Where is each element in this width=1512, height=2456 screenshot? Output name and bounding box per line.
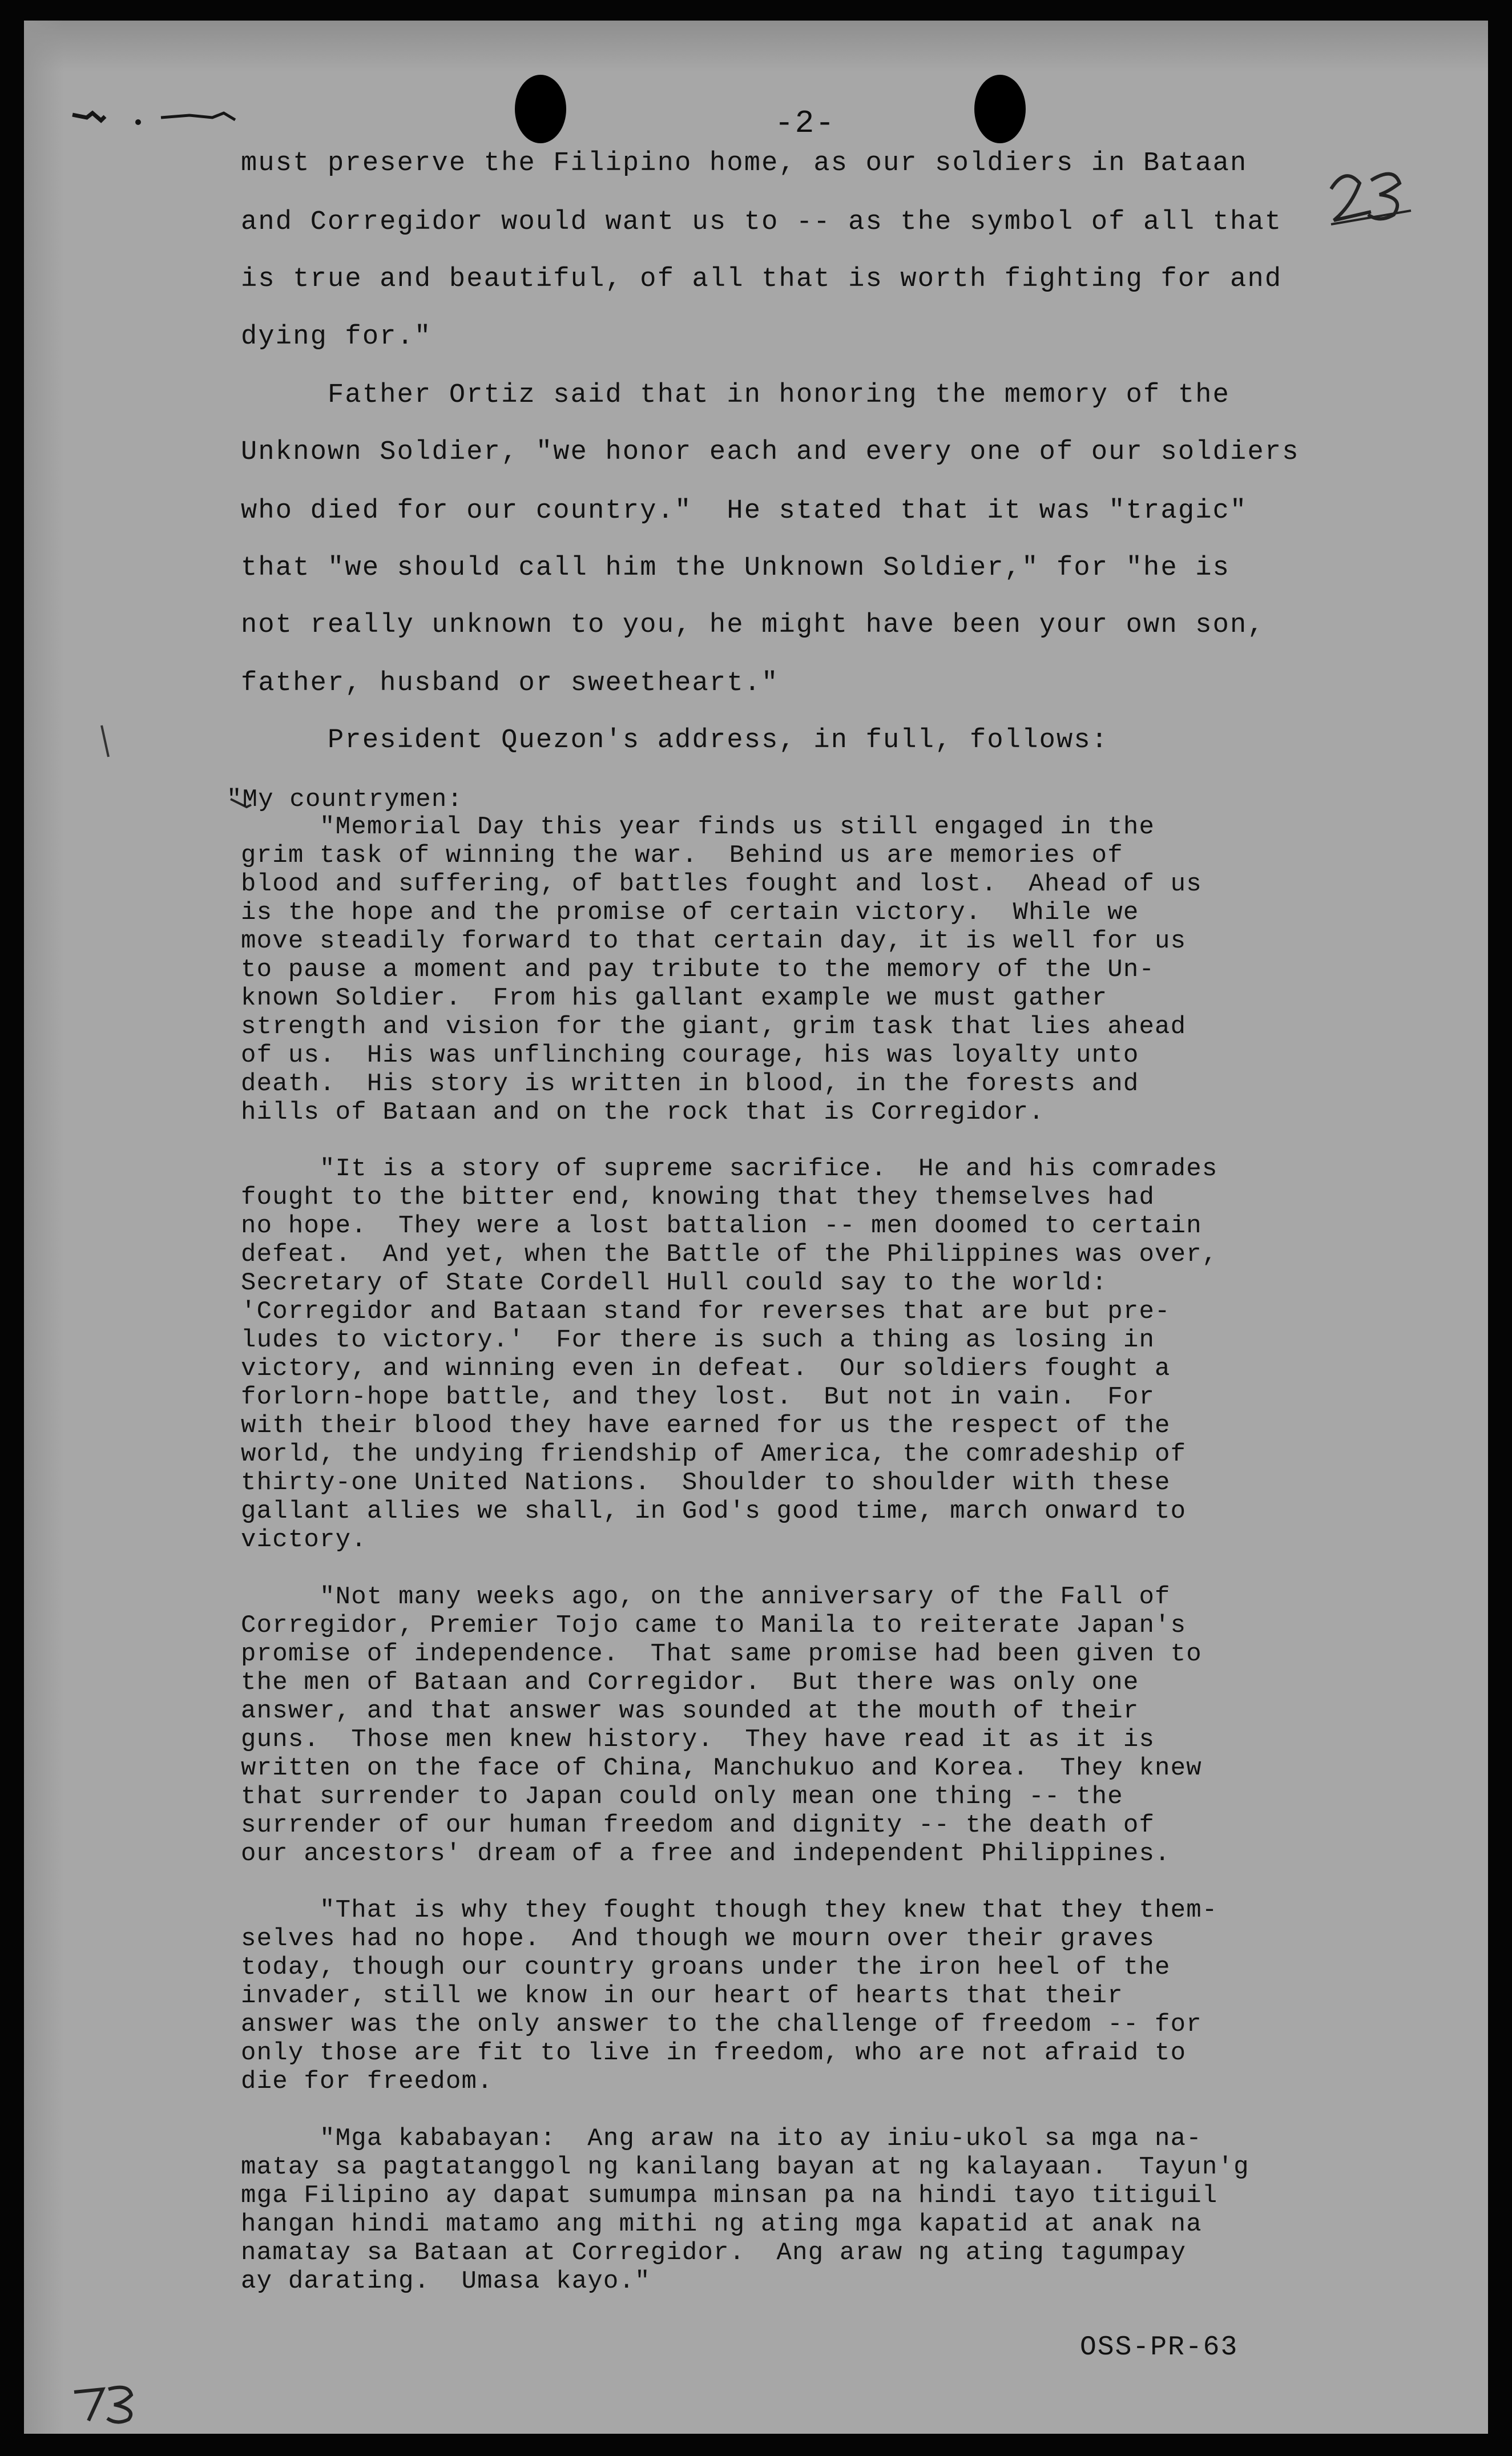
- intro-line: and Corregidor would want us to -- as the symbol of all that: [241, 207, 1283, 237]
- intro-line: President Quezon's address, in full, follows:: [241, 725, 1109, 756]
- intro-line: who died for our country." He stated that it was "tragic": [241, 496, 1248, 526]
- address-line: that surrender to Japan could only mean one thing -- the: [241, 1782, 1123, 1811]
- address-line: selves had no hope. And though we mourn over their graves: [241, 1925, 1155, 1953]
- address-line: death. His story is written in blood, in the forests and: [241, 1070, 1139, 1098]
- address-line: world, the undying friendship of America, the comradeship of: [241, 1440, 1187, 1469]
- address-line: "Memorial Day this year finds us still engaged in the: [241, 813, 1155, 841]
- address-line: grim task of winning the war. Behind us are memories of: [241, 841, 1123, 870]
- address-line: strength and vision for the giant, grim task that lies ahead: [241, 1013, 1187, 1041]
- document-reference: OSS-PR-63: [1080, 2332, 1239, 2363]
- typed-text: [24, 21, 1488, 2296]
- address-line: our ancestors' dream of a free and independent Philippines.: [241, 1840, 1171, 1868]
- address-line: "Not many weeks ago, on the anniversary of the Fall of: [241, 1583, 1171, 1611]
- address-line: die for freedom.: [241, 2067, 493, 2096]
- address-line: today, though our country groans under the iron heel of the: [241, 1953, 1171, 1982]
- address-line: surrender of our human freedom and dignity -- the death of: [241, 1811, 1155, 1840]
- address-line: blood and suffering, of battles fought and lost. Ahead of us: [241, 870, 1202, 898]
- page-number: -2-: [775, 105, 836, 142]
- document-page: [24, 21, 1488, 2434]
- address-line: gallant allies we shall, in God's good time, march onward to: [241, 1497, 1187, 1526]
- intro-line: is true and beautiful, of all that is worth fighting for and: [241, 264, 1283, 295]
- address-line: answer, and that answer was sounded at the mouth of their: [241, 1697, 1139, 1725]
- address-line: fought to the bitter end, knowing that they themselves had: [241, 1183, 1155, 1212]
- address-line: the men of Bataan and Corregidor. But there was only one: [241, 1668, 1139, 1697]
- address-line: written on the face of China, Manchukuo and Korea. They knew: [241, 1754, 1202, 1782]
- stray-mark-icon: [97, 723, 114, 763]
- address-line: ludes to victory.' For there is such a thing as losing in: [241, 1326, 1155, 1354]
- address-line: ay darating. Umasa kayo.": [241, 2267, 651, 2296]
- address-line: known Soldier. From his gallant example we must gather: [241, 984, 1108, 1013]
- intro-line: Unknown Soldier, "we honor each and every one of our soldiers: [241, 437, 1300, 467]
- address-line: hills of Bataan and on the rock that is Corregidor.: [241, 1098, 1045, 1127]
- address-line: with their blood they have earned for us the respect of the: [241, 1412, 1171, 1440]
- address-line: Corregidor, Premier Tojo came to Manila to reiterate Japan's: [241, 1611, 1187, 1640]
- address-line: mga Filipino ay dapat sumumpa minsan pa na hindi tayo titiguil: [241, 2181, 1218, 2210]
- address-line: of us. His was unflinching courage, his was loyalty unto: [241, 1041, 1139, 1070]
- intro-line: dying for.": [241, 322, 432, 352]
- address-line: victory, and winning even in defeat. Our soldiers fought a: [241, 1354, 1171, 1383]
- address-line: forlorn-hope battle, and they lost. But not in vain. For: [241, 1383, 1155, 1412]
- address-line: namatay sa Bataan at Corregidor. Ang araw ng ating tagumpay: [241, 2239, 1187, 2267]
- address-line: move steadily forward to that certain day, it is well for us: [241, 927, 1187, 955]
- address-line: thirty-one United Nations. Shoulder to shoulder with these: [241, 1469, 1171, 1497]
- intro-line: Father Ortiz said that in honoring the memory of the: [241, 380, 1231, 410]
- address-line: victory.: [241, 1526, 367, 1554]
- intro-line: not really unknown to you, he might have been your own son,: [241, 610, 1265, 640]
- address-line: answer was the only answer to the challenge of freedom -- for: [241, 2010, 1202, 2039]
- address-line: "That is why they fought though they knew that they them-: [241, 1896, 1218, 1925]
- address-line: hangan hindi matamo ang mithi ng ating mga kapatid at anak na: [241, 2210, 1202, 2239]
- address-line: is the hope and the promise of certain victory. While we: [241, 898, 1139, 927]
- intro-line: must preserve the Filipino home, as our soldiers in Bataan: [241, 148, 1248, 179]
- address-line: promise of independence. That same promise had been given to: [241, 1640, 1202, 1668]
- address-line: "Mga kababayan: Ang araw na ito ay iniu-ukol sa mga na-: [241, 2124, 1202, 2153]
- address-line: matay sa pagtatanggol ng kanilang bayan at ng kalayaan. Tayun'g: [241, 2153, 1249, 2181]
- intro-line: that "we should call him the Unknown Soldier," for "he is: [241, 553, 1231, 583]
- address-salutation: "My countrymen:: [227, 785, 463, 814]
- address-line: "It is a story of supreme sacrifice. He and his comrades: [241, 1155, 1218, 1183]
- address-line: only those are fit to live in freedom, who are not afraid to: [241, 2039, 1187, 2067]
- address-line: invader, still we know in our heart of hearts that their: [241, 1982, 1123, 2010]
- handwritten-annotation-bottom: [68, 2381, 143, 2426]
- address-line: 'Corregidor and Bataan stand for reverses that are but pre-: [241, 1297, 1171, 1326]
- address-line: to pause a moment and pay tribute to the memory of the Un-: [241, 955, 1155, 984]
- address-line: guns. Those men knew history. They have read it as it is: [241, 1725, 1155, 1754]
- address-line: defeat. And yet, when the Battle of the Philippines was over,: [241, 1240, 1218, 1269]
- address-line: Secretary of State Cordell Hull could say to the world:: [241, 1269, 1108, 1297]
- address-line: no hope. They were a lost battalion -- men doomed to certain: [241, 1212, 1202, 1240]
- intro-line: father, husband or sweetheart.": [241, 668, 779, 699]
